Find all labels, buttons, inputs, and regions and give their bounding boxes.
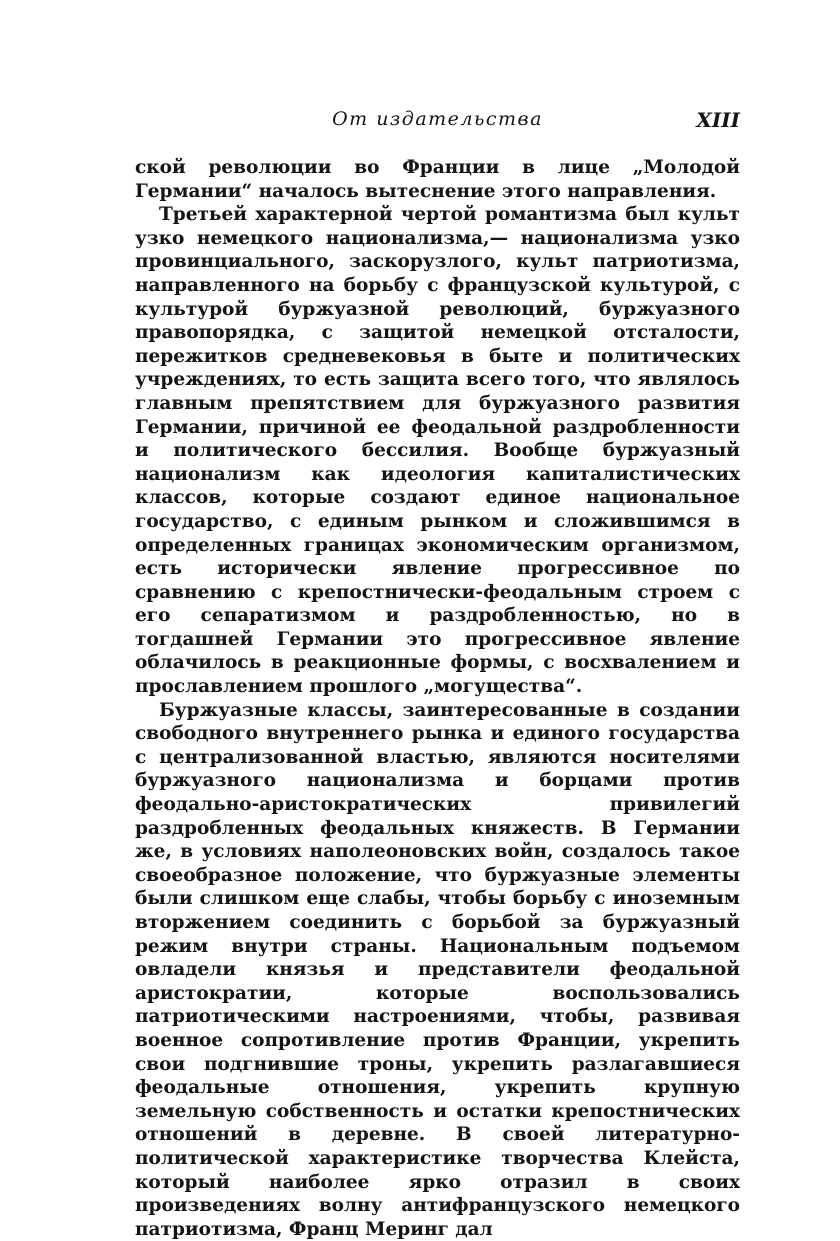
running-header — [135, 108, 740, 142]
paragraph-romanticism-nationalism: Третьей характерной чертой романтизма был культ узко немецкого национализма,— национализма узко провинциального, заскорузлого, культ патриотизма, направленного на борьбу с французской культурой, с культурой буржуазной революций, буржуазного правопорядка, с защитой немецкой отсталости, пережитков средневековья в быте и политических учреждениях, то есть защита всего того, что являлось главным препятствием для буржуазного развития Германии, причиной ее феодальной раздробленности и политического бессилия. Вообще буржуазный национализм как идеология капиталистических классов, которые создают единое национальное государство, с единым рынком и сложившимся в определенных границах экономическим организмом, есть исторически явление прогрессивное по сравнению с крепостнически-феодальным строем с его сепаратизмом и раздробленностью, но в тогдашней Германии это прогрессивное явление облачилось в реакционные формы, с восхвалением и прославлением прошлого „могущества“. — [135, 204, 740, 698]
book-page — [135, 108, 740, 1241]
running-title: От издательства — [332, 108, 543, 130]
paragraph-continuation: ской революции во Франции в лице „Молодой Германии“ началось вытеснение этого направления. — [135, 157, 740, 202]
body-text — [135, 156, 740, 1241]
paragraph-bourgeois-classes: Буржуазные классы, заинтересованные в создании свободного внутреннего рынка и единого государства с централизованной властью, являются носителями буржуазного национализма и борцами против феодально-аристократических привилегий раздробленных феодальных княжеств. В Германии же, в условиях наполеоновских войн, создалось такое своеобразное положение, что буржуазные элементы были слишком еще слабы, чтобы борьбу с иноземным вторжением соединить с борьбой за буржуазный режим внутри страны. Национальным подъемом овладели князья и представители феодальной аристократии, которые воспользовались патриотическими настроениями, чтобы, развивая военное сопротивление против Франции, укрепить свои подгнившие троны, укрепить разлагавшиеся феодальные отношения, укрепить крупную земельную собственность и остатки крепостнических отношений в деревне. В своей литературно-политической характеристике творчества Клейста, который наиболее ярко отразил в своих произведениях волну антифранцузского немецкого патриотизма, Франц Меринг дал — [135, 699, 740, 1240]
page-number: XIII — [696, 108, 740, 132]
